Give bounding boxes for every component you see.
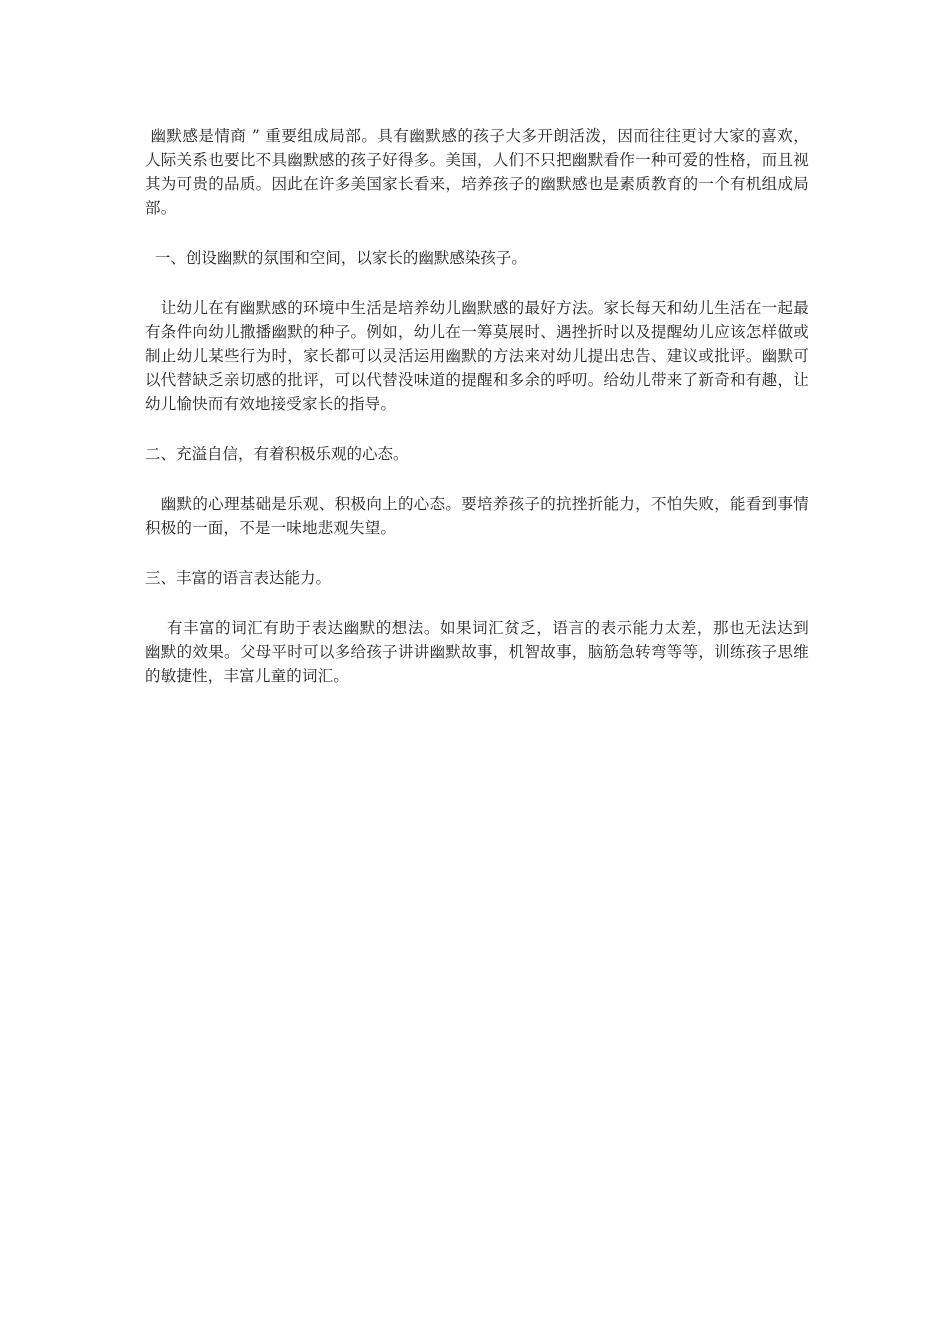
spacer (145, 416, 809, 442)
spacer (145, 270, 809, 296)
spacer (145, 540, 809, 566)
spacer (145, 220, 809, 246)
section-3-paragraph: 有丰富的词汇有助于表达幽默的想法。如果词汇贫乏，语言的表示能力太差，那也无法达到幽默的效果。父母平时可以多给孩子讲讲幽默故事，机智故事，脑筋急转弯等等，训练孩子思维的敏捷性，丰富儿童的词汇。 (145, 619, 809, 685)
spacer (145, 466, 809, 492)
section-heading-1: 一、创设幽默的氛围和空间，以家长的幽默感染孩子。 (145, 249, 527, 267)
section-2-paragraph: 幽默的心理基础是乐观、积极向上的心态。要培养孩子的抗挫折能力，不怕失败，能看到事情积极的一面，不是一味地悲观失望。 (145, 495, 810, 537)
intro-paragraph: 幽默感是情商 ” 重要组成局部。具有幽默感的孩子大多开朗活泼，因而往往更讨大家的喜欢，人际关系也要比不具幽默感的孩子好得多。美国，人们不只把幽默看作一种可爱的性格，而且视其为可贵的品质。因此在许多美国家长看来，培养孩子的幽默感也是素质教育的一个有机组成局部。 (145, 127, 809, 217)
document-page (145, 124, 809, 688)
section-heading-3: 三、丰富的语言表达能力。 (145, 569, 332, 587)
section-heading-2: 二、充溢自信，有着积极乐观的心态。 (145, 445, 409, 463)
spacer (145, 590, 809, 616)
section-1-paragraph: 让幼儿在有幽默感的环境中生活是培养幼儿幽默感的最好方法。家长每天和幼儿生活在一起最有条件向幼儿撒播幽默的种子。例如，幼儿在一筹莫展时、遇挫折时以及提醒幼儿应该怎样做或制止幼儿某些行为时，家长都可以灵活运用幽默的方法来对幼儿提出忠告、建议或批评。幽默可以代替缺乏亲切感的批评，可以代替没味道的提醒和多余的呼叨。给幼儿带来了新奇和有趣，让幼儿愉快而有效地接受家长的指导。 (145, 299, 810, 413)
